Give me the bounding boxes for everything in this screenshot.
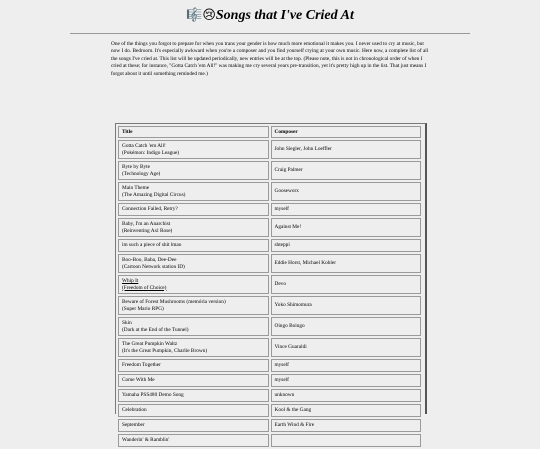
song-title-cell [118,317,269,336]
song-composer-cell: unknown [271,389,422,402]
song-title[interactable]: Whip It [122,278,139,285]
song-title: Connection Failed, Retry? [122,206,178,213]
song-title-cell [118,419,269,432]
table-row [118,419,421,432]
song-title: Skin [122,320,132,327]
song-title: Celebration [122,407,147,414]
song-title-cell [118,434,269,447]
intro-paragraph: One of the things you forgot to prepare for when you trans your gender is how much more emotional it makes you. I never used to cry at music, but now I do. Bedroom. It's especially awkward when you're a composer and you find yourself crying at your own music. Here now, a complete list of all the songs I've cried at. This list will be updated periodically, new entries will be at the top. (Please note, this is not in chronological order of when I cried at these; for instance, "Gotta Catch 'em All!" was making me cry several years pre-transition, yet it's pretty high up in the list. That just means I forgot about it until something reminded me.) [111,41,429,77]
song-source: (Freedom of Choice) [122,284,167,291]
song-title: September [122,422,145,429]
song-title: Baby, I'm an Anarchist [122,221,171,228]
song-title: Byte by Byte [122,164,150,171]
song-source: (Super Mario RPG) [122,305,164,312]
table-row [118,239,421,252]
song-composer-cell: myself [271,203,422,216]
songs-table [116,124,423,449]
song-title: Wanderin' & Ramblin' [122,437,170,444]
song-title-cell [118,203,269,216]
song-title: Gotta Catch 'em All! [122,143,166,150]
crying-face-icon: 😢 [202,8,216,23]
table-row [118,275,421,294]
song-composer-cell: Eddie Horst, Michael Kohler [271,254,422,273]
table-row [118,374,421,387]
page-header [0,5,540,27]
song-composer-cell: Vince Guaraldi [271,338,422,357]
table-row [118,182,421,201]
table-row [118,434,421,447]
song-title-cell [118,182,269,201]
table-row [118,296,421,315]
song-title: Yamaha PSS480 Demo Song [122,392,184,399]
table-row [118,254,421,273]
song-composer-cell: Devo [271,275,422,294]
table-row [118,203,421,216]
song-title-cell [118,140,269,159]
song-title-cell [118,161,269,180]
song-title: im such a piece of shit lmao [122,242,182,249]
song-composer-cell: shteppi [271,239,422,252]
songs-table-frame[interactable] [115,123,427,444]
song-title-cell [118,239,269,252]
song-composer-cell: Gooseworx [271,182,422,201]
song-composer-cell: Earth Wind & Fire [271,419,422,432]
song-title-cell [118,389,269,402]
song-source: (The Amazing Digital Circus) [122,191,186,198]
song-composer-cell: Craig Palmer [271,161,422,180]
song-title: Boo-Boo, Baba, Dee-Dee [122,257,177,264]
song-title: Freedom Together [122,362,161,369]
song-composer-cell: myself [271,374,422,387]
song-composer-cell: Against Me! [271,218,422,237]
song-composer-cell: myself [271,359,422,372]
table-row [118,317,421,336]
song-title-cell [118,218,269,237]
song-title-cell [118,254,269,273]
table-row [118,338,421,357]
song-title-cell [118,374,269,387]
song-source: (It's the Great Pumpkin, Charlie Brown) [122,347,208,354]
song-title: Main Theme [122,185,150,192]
song-title: Come With Me [122,377,155,384]
song-composer-cell: Oingo Boingo [271,317,422,336]
song-source: (Pokémon: Indigo League) [122,149,180,156]
table-row [118,389,421,402]
song-composer-cell [271,434,422,447]
song-composer-cell: John Siegler, John Loeffler [271,140,422,159]
column-header-title: Title [118,126,269,138]
header-divider [70,33,470,34]
song-source: (Reinventing Axl Rose) [122,227,173,234]
table-row [118,140,421,159]
song-title-cell [118,275,269,294]
song-source: (Cartoon Network station ID) [122,263,185,270]
song-title-cell [118,359,269,372]
table-row [118,404,421,417]
song-source: (Dark at the End of the Tunnel) [122,326,189,333]
song-title: Beware of Forest Mushrooms (memória version) [122,299,226,306]
song-title-cell [118,338,269,357]
page-title: Songs that I've Cried At [215,8,354,23]
song-composer-cell: Yoko Shimomura [271,296,422,315]
column-header-composer: Composer [271,126,422,138]
table-row [118,161,421,180]
song-source: (Technology Age) [122,170,161,177]
table-row [118,218,421,237]
song-title-cell [118,296,269,315]
song-title-cell [118,404,269,417]
table-row [118,359,421,372]
song-composer-cell: Kool & the Gang [271,404,422,417]
musical-score-icon: 🎼 [186,8,203,23]
song-title: The Great Pumpkin Waltz [122,341,178,348]
